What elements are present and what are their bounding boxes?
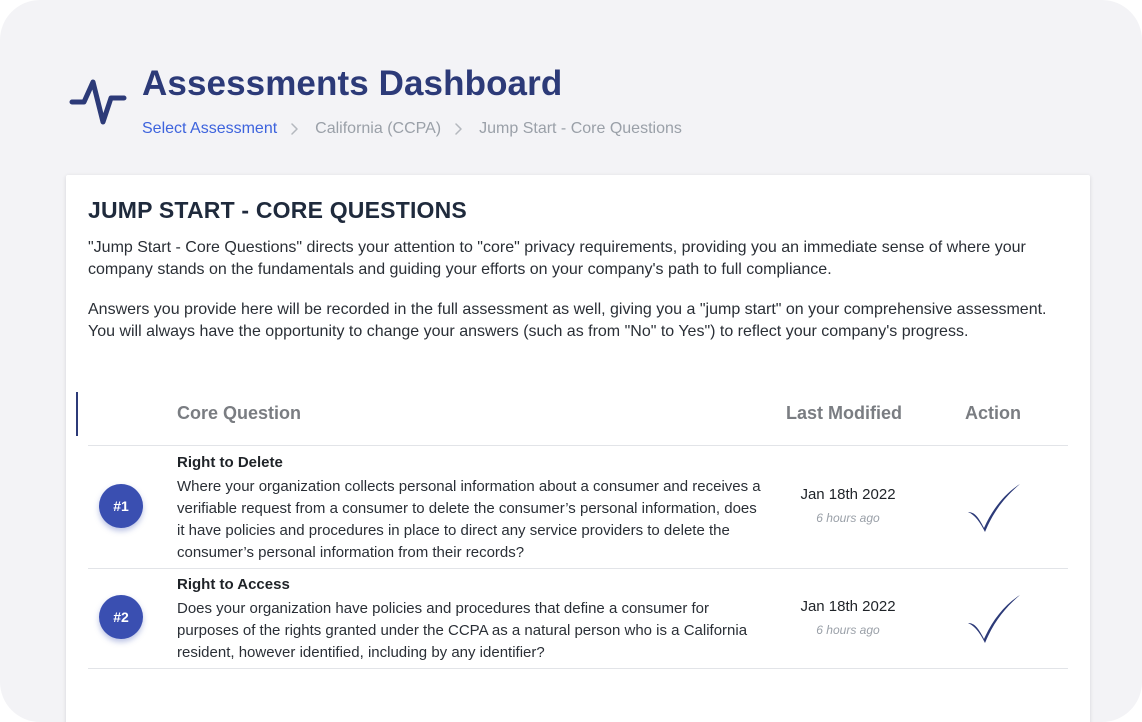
question-number-badge: #1: [99, 484, 143, 528]
question-title: Right to Delete: [177, 454, 283, 471]
question-text: Where your organization collects personal information about a consumer and receives a verifiable request from a consumer to delete the consumer’s personal information, does it have policies and procedures in place to direct any service providers to delete the consumer’s personal information from their records?: [177, 478, 761, 561]
breadcrumb-select-assessment[interactable]: Select Assessment: [142, 120, 278, 137]
table-row[interactable]: [88, 568, 1068, 668]
page-title: Assessments Dashboard: [142, 64, 563, 103]
last-modified-date: Jan 18th 2022: [800, 598, 896, 615]
breadcrumb-jump-start: Jump Start - Core Questions: [479, 120, 682, 137]
divider: [88, 668, 1068, 669]
chevron-right-icon: [286, 122, 304, 136]
header-accent-bar: [76, 392, 78, 436]
question-title: Right to Access: [177, 576, 290, 593]
pulse-icon: [69, 78, 127, 126]
note-text: Answers you provide here will be recorded in the full assessment as well, giving you a "jump start" on your comprehensive assessment. You will always have the opportunity to change your answers (such as from "No" to Yes") to reflect your company's progress.: [88, 301, 1047, 340]
card-title: JUMP START - CORE QUESTIONS: [88, 197, 467, 223]
last-modified-relative: 6 hours ago: [816, 623, 880, 637]
question-text: Does your organization have policies and procedures that define a consumer for purposes of the rights granted under the CCPA as a natural person who is a California resident, however identified, including by any identifier?: [177, 600, 748, 661]
breadcrumb: [142, 120, 682, 138]
column-header-core-question[interactable]: Core Question: [177, 403, 302, 423]
breadcrumb-california-ccpa[interactable]: California (CCPA): [315, 120, 442, 137]
last-modified-relative: 6 hours ago: [816, 511, 880, 525]
checkmark-icon[interactable]: [966, 593, 1022, 645]
last-modified-date: Jan 18th 2022: [800, 486, 896, 503]
intro-text: "Jump Start - Core Questions" directs your attention to "core" privacy requirements, providing you an immediate sense of where your company stands on the fundamentals and guiding your efforts on your company's path to full compliance.: [88, 239, 1026, 278]
column-header-last-modified[interactable]: Last Modified: [786, 403, 902, 423]
checkmark-icon[interactable]: [966, 482, 1022, 534]
chevron-right-icon: [450, 122, 468, 136]
assessment-card: [66, 175, 1090, 722]
table-row[interactable]: [88, 446, 1068, 568]
column-header-action: Action: [965, 403, 1021, 423]
table-header: [76, 392, 1068, 436]
question-number-badge: #2: [99, 595, 143, 639]
